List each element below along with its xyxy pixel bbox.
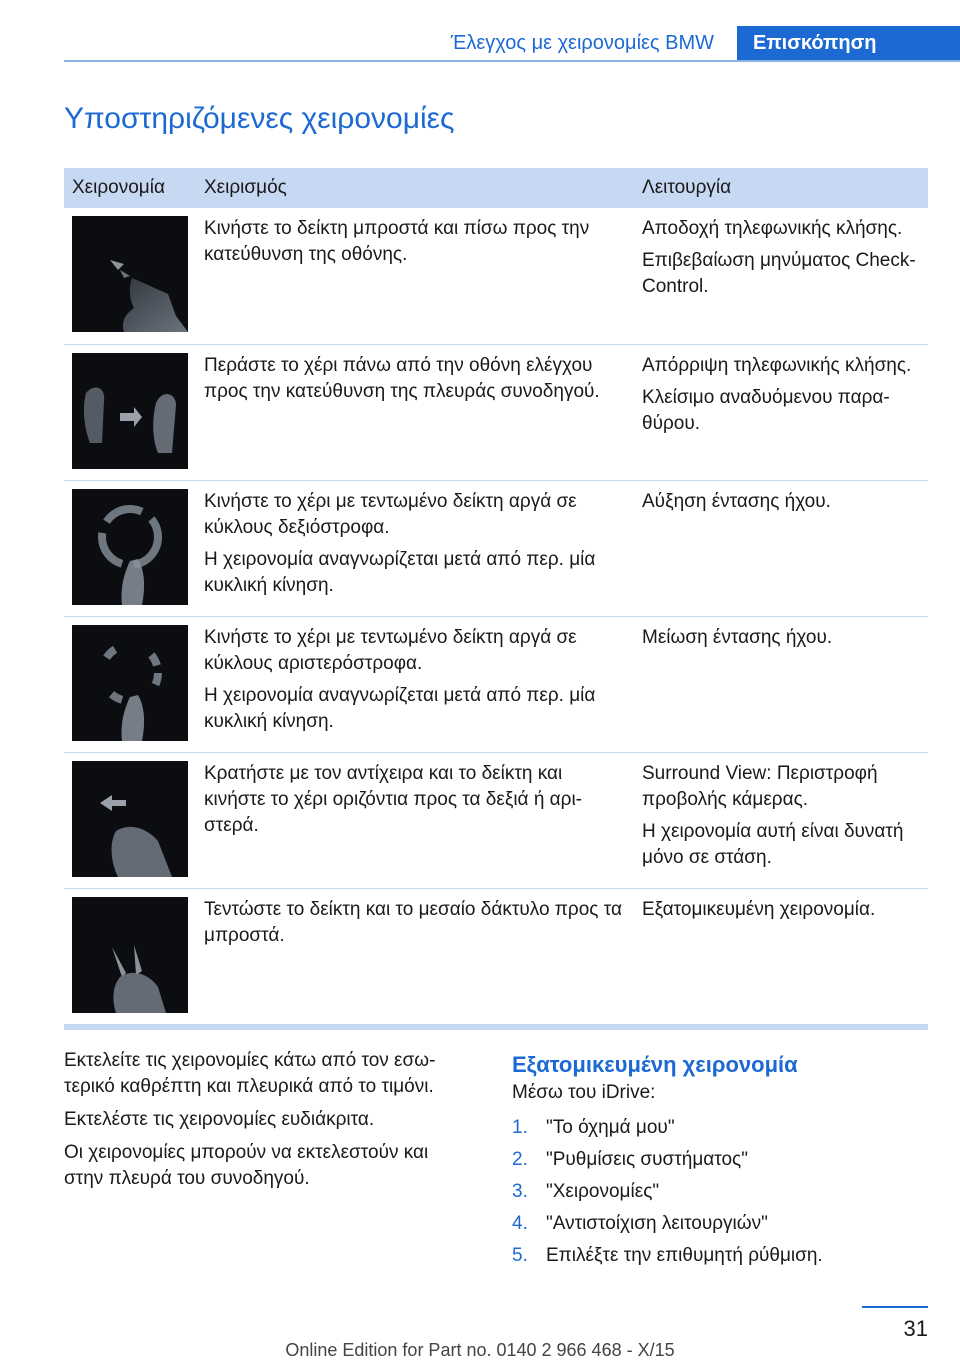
action-text: Η χειρονομία αναγνωρίζεται μετά από περ. μία κυκλική κίνηση.: [204, 684, 596, 732]
table-header-row: [64, 168, 928, 208]
function-cell: [634, 480, 928, 616]
action-cell: [196, 480, 634, 616]
breadcrumb[interactable]: Έλεγχος με χειρονομίες BMW: [450, 32, 714, 54]
step-number: 5.: [512, 1245, 528, 1266]
two-fingers-forward-icon: [72, 897, 188, 1013]
step-text: Επιλέξτε την επιθυμητή ρύθμιση.: [546, 1245, 823, 1266]
gesture-cell: [64, 752, 196, 888]
circle-counterclockwise-icon: [72, 625, 188, 741]
column-header-function: Λειτουργία: [634, 168, 928, 208]
gesture-cell: [64, 480, 196, 616]
list-item: [512, 1147, 932, 1179]
function-cell: [634, 344, 928, 480]
action-cell: [196, 888, 634, 1024]
step-text: "Ρυθμίσεις συστήματος": [546, 1149, 748, 1170]
step-text: "Χειρονομίες": [546, 1181, 660, 1202]
action-text: Περάστε το χέρι πάνω από την οθόνη ελέγχου προς την κατεύθυνση της πλευράς συνοδηγού.: [204, 354, 600, 402]
table-row: [64, 344, 928, 480]
page-header: [0, 0, 960, 62]
action-text: Κινήστε το χέρι με τεντωμένο δείκτη αργά σε κύκλους αριστερόστροφα.: [204, 626, 577, 674]
function-cell: [634, 616, 928, 752]
note-paragraph: Οι χειρονομίες μπορούν να εκτελεστούν και στην πλευρά του συνοδηγού.: [64, 1142, 429, 1189]
action-text: Κρατήστε με τον αντίχειρα και το δείκτη και κινήστε το χέρι οριζόντια προς τα δεξιά ή αρι-στερά.: [204, 762, 583, 836]
action-text: Η χειρονομία αναγνωρίζεται μετά από περ. μία κυκλική κίνηση.: [204, 548, 596, 596]
gestures-table: [64, 168, 928, 1025]
gesture-cell: [64, 344, 196, 480]
list-item: [512, 1115, 932, 1147]
action-cell: [196, 616, 634, 752]
gesture-cell: [64, 208, 196, 344]
function-text: Surround View: Περιστροφή προβολής κάμερας.: [642, 762, 878, 810]
hand-swipe-icon: [72, 353, 188, 469]
page-number: 31: [903, 1316, 928, 1341]
table-end-rule: [64, 1025, 928, 1030]
function-text: Η χειρονομία αυτή είναι δυνατή μόνο σε στάση.: [642, 820, 904, 868]
action-cell: [196, 752, 634, 888]
usage-notes: [64, 1048, 464, 1199]
footer-rule: [862, 1306, 928, 1308]
action-cell: [196, 208, 634, 344]
table-row: [64, 888, 928, 1024]
action-text: Κινήστε το χέρι με τεντωμένο δείκτη αργά σε κύκλους δεξιόστροφα.: [204, 490, 577, 538]
function-text: Επιβεβαίωση μηνύματος Check-Control.: [642, 250, 916, 297]
step-number: 4.: [512, 1213, 528, 1234]
circle-clockwise-icon: [72, 489, 188, 605]
steps-list: [512, 1115, 932, 1275]
step-text: "Το όχημά μου": [546, 1117, 675, 1138]
function-text: Μείωση έντασης ήχου.: [642, 626, 833, 648]
step-text: "Αντιστοίχιση λειτουργιών": [546, 1213, 768, 1234]
function-text: Απόρριψη τηλεφωνικής κλήσης.: [642, 354, 912, 376]
section-intro: Μέσω του iDrive:: [512, 1082, 656, 1103]
function-text: Αποδοχή τηλεφωνικής κλήσης.: [642, 218, 903, 239]
function-cell: [634, 208, 928, 344]
function-cell: [634, 752, 928, 888]
function-text: Κλείσιμο αναδυόμενου παρα-θύρου.: [642, 386, 890, 434]
list-item: [512, 1243, 932, 1275]
pinch-horizontal-icon: [72, 761, 188, 877]
action-cell: [196, 344, 634, 480]
gesture-cell: [64, 616, 196, 752]
gesture-cell: [64, 888, 196, 1024]
edition-footer: Online Edition for Part no. 0140 2 966 468 - X/15: [285, 1340, 675, 1360]
step-number: 2.: [512, 1149, 528, 1170]
custom-gesture-section: [512, 1050, 932, 1275]
function-text: Αύξηση έντασης ήχου.: [642, 490, 831, 512]
note-paragraph: Εκτελέστε τις χειρονομίες ευδιάκριτα.: [64, 1109, 375, 1130]
section-heading: Εξατομικευμένη χειρονομία: [512, 1052, 798, 1077]
section-tab[interactable]: Επισκόπηση: [737, 26, 960, 62]
table-row: [64, 616, 928, 752]
note-paragraph: Εκτελείτε τις χειρονομίες κάτω από τον εσω-τερικό καθρέπτη και πλευρικά από το τιμόνι.: [64, 1050, 436, 1097]
list-item: [512, 1179, 932, 1211]
action-text: Κινήστε το δείκτη μπροστά και πίσω προς την κατεύθυνση της οθόνης.: [204, 218, 590, 265]
column-header-gesture: Χειρονομία: [64, 168, 196, 208]
step-number: 1.: [512, 1117, 528, 1138]
column-header-action: Χειρισμός: [196, 168, 634, 208]
step-number: 3.: [512, 1181, 528, 1202]
header-rule: [64, 60, 960, 62]
finger-forward-back-icon: [72, 216, 188, 332]
table-row: [64, 208, 928, 344]
function-text: Εξατομικευμένη χειρονομία.: [642, 898, 876, 920]
table-row: [64, 480, 928, 616]
action-text: Τεντώστε το δείκτη και το μεσαίο δάκτυλο προς τα μπροστά.: [204, 898, 622, 946]
list-item: [512, 1211, 932, 1243]
page-title: Υποστηριζόμενες χειρονομίες: [64, 102, 455, 135]
function-cell: [634, 888, 928, 1024]
table-row: [64, 752, 928, 888]
